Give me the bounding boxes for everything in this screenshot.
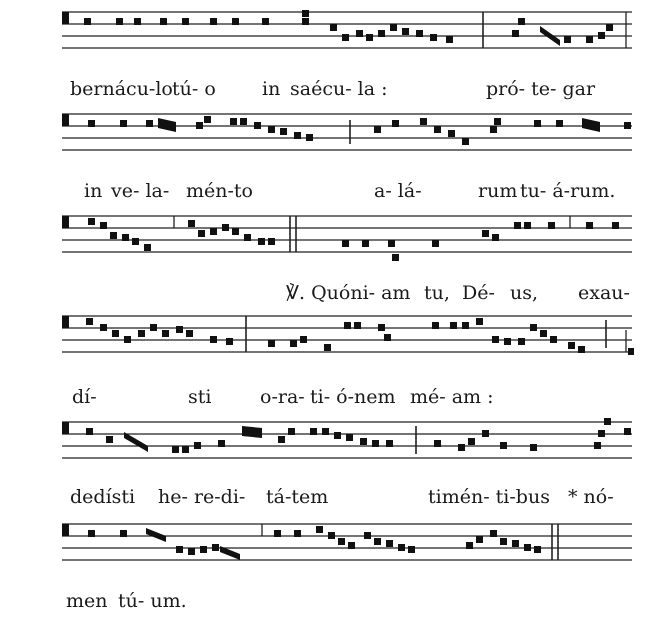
clef-icon (62, 316, 69, 328)
clef-icon (62, 12, 69, 24)
staff-2 (0, 106, 672, 162)
lyric-syllable: dedísti (70, 486, 136, 508)
lyric-syllable: mén-to (186, 180, 253, 202)
staff-3 (0, 208, 672, 270)
lyric-syllable: tú- o (172, 78, 216, 100)
staff-4 (0, 308, 672, 368)
lyric-syllable: pró- te- gar (486, 78, 596, 100)
lyric-syllable: in (262, 78, 281, 100)
lyric-syllable: tu- á-rum. (520, 180, 616, 202)
lyrics-line-1 (0, 76, 672, 102)
lyric-syllable: us, (510, 282, 539, 304)
lyric-syllable: ℣. Quóni- am (286, 282, 411, 304)
lyrics-line-6 (0, 588, 672, 614)
lyrics-line-2 (0, 178, 672, 204)
lyric-syllable: he- re-di- (158, 486, 246, 508)
lyric-syllable: dí- (72, 386, 97, 408)
lyric-syllable: * nó- (568, 486, 614, 508)
lyric-syllable: exau- (578, 282, 630, 304)
lyrics-line-4 (0, 384, 672, 410)
lyric-syllable: tu, (424, 282, 450, 304)
staff-6 (0, 516, 672, 572)
lyrics-line-5 (0, 484, 672, 510)
staff-5 (0, 414, 672, 470)
lyric-syllable: o-ra- (260, 386, 305, 408)
lyric-syllable: ti- ó-nem (310, 386, 396, 408)
lyric-syllable: ve- la- (111, 180, 170, 202)
lyric-syllable: bernácu-lo (70, 78, 173, 100)
lyric-syllable: in (84, 180, 103, 202)
staff-1 (0, 4, 672, 60)
lyric-syllable: timén- ti-bus (428, 486, 550, 508)
clef-icon (62, 114, 69, 126)
lyric-syllable: mé- am : (410, 386, 494, 408)
lyric-syllable: saécu- la : (290, 78, 388, 100)
clef-icon (62, 422, 69, 434)
lyrics-line-3 (0, 280, 672, 306)
clef-icon (62, 216, 69, 228)
lyric-syllable: men (66, 590, 108, 612)
lyric-syllable: sti (188, 386, 212, 408)
lyric-syllable: a- lá- (374, 180, 422, 202)
lyric-syllable: rum (478, 180, 518, 202)
lyric-syllable: tú- um. (118, 590, 187, 612)
lyric-syllable: tá-tem (266, 486, 329, 508)
lyric-syllable: Dé- (462, 282, 495, 304)
clef-icon (62, 524, 69, 536)
